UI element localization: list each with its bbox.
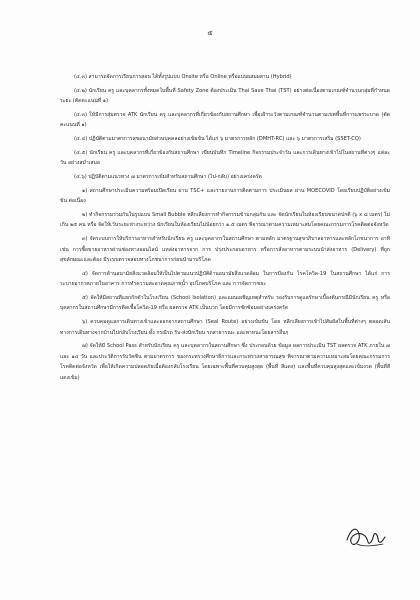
paragraph: ๕) จัดให้มีสถานที่แยกกักตัวในโรงเรียน (School Isolation) และแผนเผชิญเหตุสำหรับ รองรับการดูแลรักษาเบื้องต้นกรณีมีนักเรียน ครู หรือบุคลากรในสถานศึกษามีการติดเชื้อโควิด-19 หรือ ผลตรวจ ATK เป็นบวก โดยมีการซักซ้อมอย่างเคร่งครัด (60, 294, 390, 312)
document-body (60, 72, 390, 386)
paragraph: ๒) ทำกิจกรรมร่วมกันในรูปแบบ Small Bubble หลีกเลี่ยงการทำกิจกรรมข้ามกลุ่มกัน และ จัดนักเรียนในห้องเรียนขนาดปกติ (๖ x ๘ เมตร) ไม่เกิน ๒๕ คน หรือ จัดให้เว้นระยะห่างระหว่าง นักเรียนในห้องเรียนไม่น้อยกว่า ๑.๕ เมตร พิจารณาตามความเหมาะสมโดยคณะกรรมการโรคติดต่อจังหวัด (60, 211, 390, 229)
paragraph: (๔.๓) สามารถจัดการเรียนการสอน ได้ทั้งรูปแบบ Onsite หรือ Online หรือแบบผสมผสาน (Hybrid) (74, 74, 292, 80)
paragraph: ๑) สถานศึกษาประเมินความพร้อมเปิดเรียน ผ่าน TSC+ และรายงานการติดตามการ ประเมินผล ผ่าน MOECOVID โดยเรียบปฏิบัติอย่างเข้มข้น ต่อเนื่อง (60, 187, 390, 205)
signature-icon (343, 522, 387, 552)
paragraph: ๓) จัดระบบการให้บริการอาหารสำหรับนักเรียน ครู และบุคลากรในสถานศึกษา ตามหลัก มาตรฐานสุขาภิบาลอาหารและหลักโภชนาการ อาทิเช่น การซื้อขายอาหารผ่านช่องทางออนไลน์ แหล่งอาหารจาก การ ปรุงประกอบอาหาร หรือการสั่งอาหารตามระบบนำส่งอาหาร (Delivery) ที่ถูกสุขลักษณะและต้อง มีระบบตรวจสอบทางโภชนาการก่อนนำมาบริโภค (60, 236, 390, 263)
paragraph: ๖) ควบคุมดูแลการเดินทางเข้าและออกจากสถานศึกษา (Seal Route) อย่างเข้มข้น โดย หลีกเลี่ยงการเข้าไปสัมผัสในพื้นที่ต่างๆ ตลอดเส้นทางการเดินทางจากบ้านไปกลับโรงเรียน ทั้ง กรณีรถ รับ-ส่งนักเรียน รถสาธารณะ และพาหนะโดยสารอื่นๆ (60, 319, 390, 336)
paragraph: (๔.๓) ให้มีการสุ่มตรวจ ATK นักเรียน ครู และบุคลากรที่เกี่ยวข้องกับสถานศึกษา เพื่อเฝ้าระวังตามเกณฑ์จำนวนตามเขตพื้นที่การแพร่ระบาด (ตัดคะแนนที่ ๑) (60, 111, 390, 129)
paragraph: (๔.๖) ปฏิบัติตามแนวทาง ๗ มาตรการเข้มสำหรับสถานศึกษา (ไป-กลับ) อย่างเคร่งครัด (74, 173, 262, 180)
paragraph: ๗) จัดให้มี School Pass สำหรับนักเรียน ครู และบุคลากรในสถานศึกษา ซึ่ง ประกอบด้วย ข้อมูล ผลการประเมิน TST ผลตรวจ ATK ภายใน ๗ และ ๑๔ วัน และประวัติการรับวัคซีน ตามมาตรการ ของกระทรวงศึกษาธิการและกระทรวงสาธารณสุข พิจารณาตามความเหมาะสมโดยคณะกรรมการโรคติดต่อจังหวัด เพื่อให้เกิดความปลอดภัยเมื่อต้องกลับโรงเรียน โดยเฉพาะพื้นที่ควบคุมสูงสุด (พื้นที่ สีแดง) และพื้นที่ควบคุมสูงสุดและเข้มงวด (พื้นที่สีแดงเข้ม) (60, 343, 390, 381)
paragraph: (๔.๕) นักเรียน ครู และบุคลากรที่เกี่ยวข้องกับสถานศึกษา เขียนบันทึก Timeline กิจกรรมประจำวัน และการเดินทางเข้าไปในสถานที่ต่างๆ แต่ละวัน อย่างสม่ำเสมอ (60, 149, 390, 167)
paragraph: (๔.๔) ปฏิบัติตามมาตรการสุขอนามัยส่วนบุคคลอย่างเข้มข้น ได้แก่ ๖ มาตรการหลัก (DMHT-RC) และ ๖ มาตรการเสริม (SSET-CQ) (74, 136, 361, 143)
paragraph: ๔) จัดการด้านอนามัยสิ่งแวดล้อมให้เป็นไปตามแนวปฏิบัติด้านอนามัยสิ่งแวดล้อม ในการป้องกัน โรคโควิด-19 ในสถานศึกษา ได้แก่ การระบายอากาศภายในอาคาร การทำความสะอาดคุณภาพน้ำ อุปโภคบริโภค และ การจัดการขยะ (60, 270, 390, 288)
page-number: ๕ (207, 29, 213, 37)
paragraph: (๔.๒) นักเรียน ครู และบุคลากรทั้งหมดในพื้นที่ Safety Zone ต้องประเมิน Thai Save Thai (TST) อย่างต่อเนื่องตามเกณฑ์จำนวนกลุ่มที่กำหนดระยะ (ตัดคะแนนที่ ๑) (60, 87, 390, 105)
